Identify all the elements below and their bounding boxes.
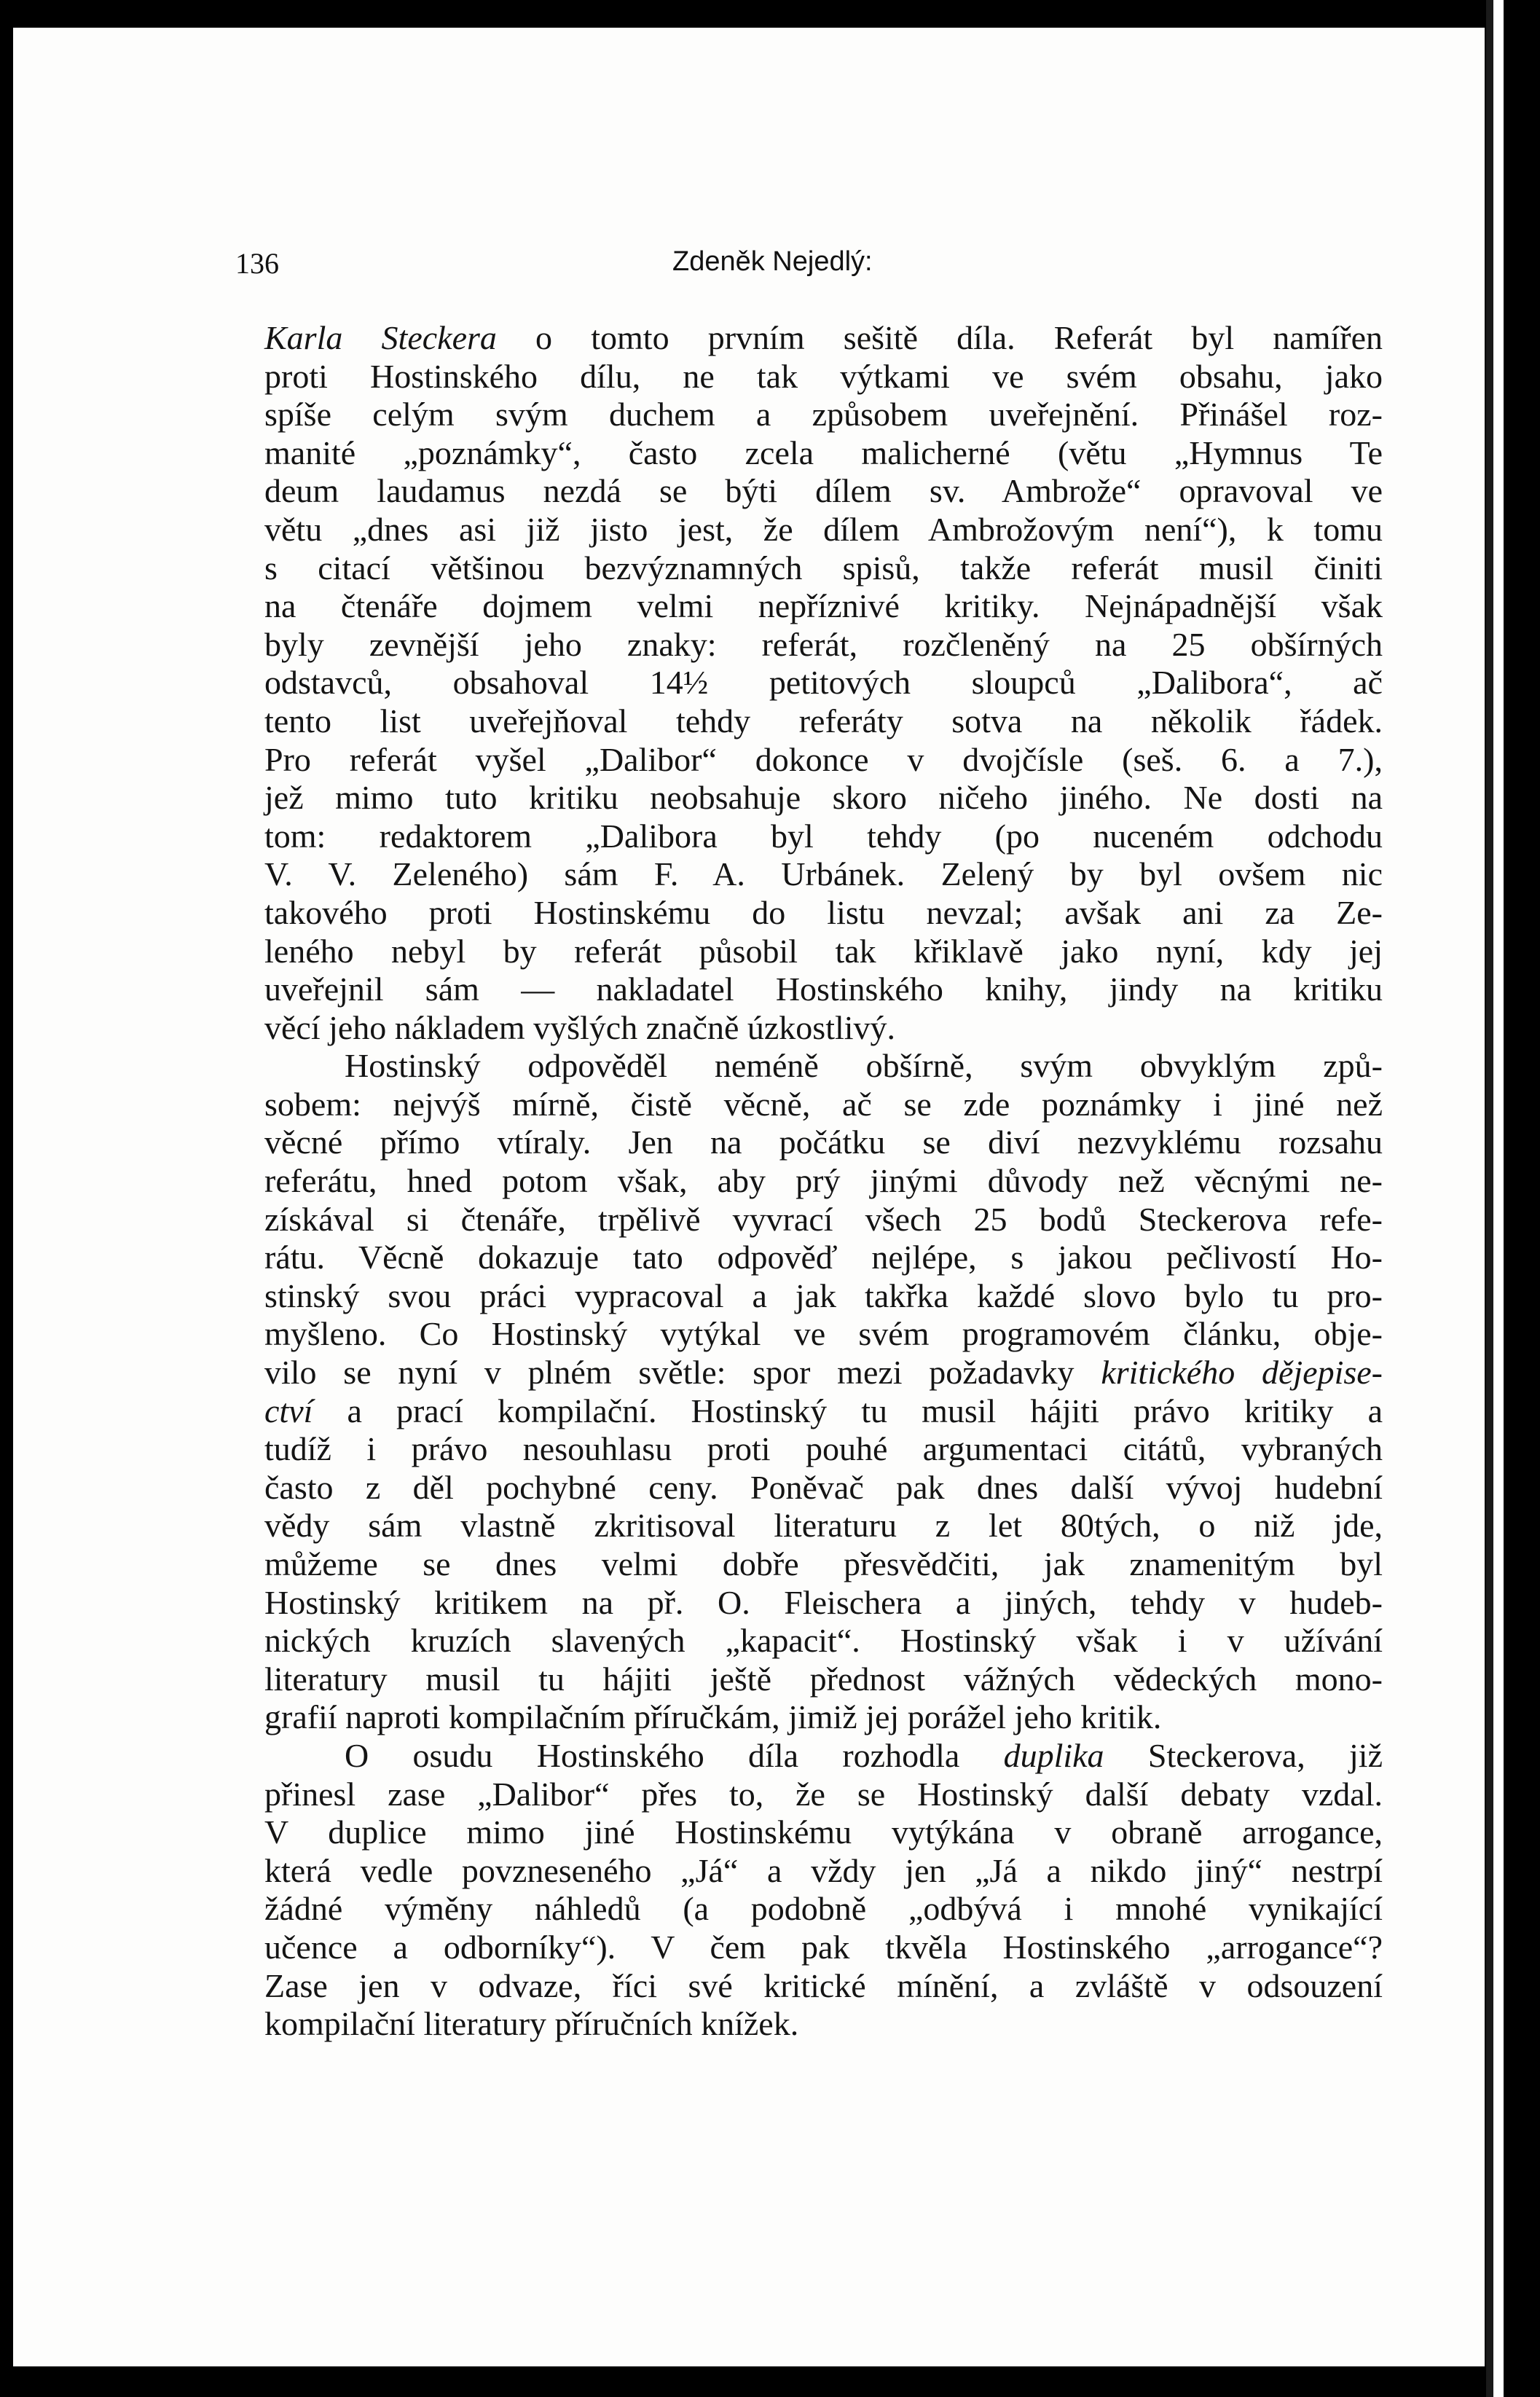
text-run: tudíž i právo nesouhlasu proti pouhé argumentaci citátů, vybraných xyxy=(264,1430,1383,1468)
page-edge-shadow xyxy=(1486,0,1493,2397)
text-line xyxy=(264,1354,1383,1392)
text-run: Zase jen v odvaze, říci své kritické mínění, a zvláště v odsouzení xyxy=(264,1966,1383,2004)
text-run: často z děl pochybné ceny. Poněvač pak dnes další vývoj hudební xyxy=(264,1468,1383,1506)
text-line xyxy=(264,1967,1383,2006)
text-line xyxy=(264,1660,1383,1699)
text-run: grafií naproti kompilačním příručkám, jimiž jej porážel jeho kritik. xyxy=(264,1698,1162,1736)
text-line xyxy=(264,1813,1383,1852)
italic-text: duplika xyxy=(1003,1736,1104,1774)
text-run: a prací kompilační. Hostinský tu musil hájiti právo kritiky a xyxy=(313,1392,1383,1429)
text-run: sobem: nejvýš mírně, čistě věcně, ač se zde poznámky i jiné než xyxy=(264,1085,1383,1123)
text-line xyxy=(264,894,1383,933)
text-run: uveřejnil sám — nakladatel Hostinského knihy, jindy na kritiku xyxy=(264,970,1383,1008)
text-run: referátu, hned potom však, aby prý jinými důvody než věcnými ne- xyxy=(264,1162,1383,1200)
text-line xyxy=(264,1584,1383,1623)
text-run: V. V. Zeleného) sám F. A. Urbánek. Zelený by byl ovšem nic xyxy=(264,855,1383,893)
italic-text: Karla Steckera xyxy=(264,319,497,356)
text-line xyxy=(264,1277,1383,1316)
page-number: 136 xyxy=(235,247,279,280)
text-run: Steckerova, již xyxy=(1104,1736,1383,1774)
text-line xyxy=(264,549,1383,588)
text-run: vědy sám vlastně zkritisoval literaturu z let 80tých, o niž jde, xyxy=(264,1507,1383,1545)
text-run: manité „poznámky“, často zcela malicherné (větu „Hymnus Te xyxy=(264,434,1383,471)
text-line xyxy=(264,587,1383,626)
italic-text: kritického dějepise- xyxy=(1101,1354,1383,1392)
text-run: literatury musil tu hájiti ještě přednost vážných vědeckých mono- xyxy=(264,1660,1383,1698)
text-run: vilo se nyní v plném světle: spor mezi požadavky xyxy=(264,1354,1101,1392)
text-line xyxy=(264,933,1383,971)
text-line xyxy=(264,1430,1383,1469)
text-line xyxy=(264,1545,1383,1584)
text-line xyxy=(264,855,1383,894)
text-line xyxy=(264,434,1383,473)
text-line xyxy=(264,1890,1383,1929)
text-run: o tomto prvním sešitě díla. Referát byl namířen xyxy=(496,319,1383,356)
page-edge xyxy=(1493,0,1504,2397)
text-run: leného nebyl by referát působil tak křiklavě jako nyní, kdy jej xyxy=(264,932,1383,970)
text-run: myšleno. Co Hostinský vytýkal ve svém programovém článku, obje- xyxy=(264,1315,1383,1353)
text-line xyxy=(264,1315,1383,1354)
text-line xyxy=(264,396,1383,434)
text-line xyxy=(264,626,1383,664)
text-run: Hostinský odpověděl neméně obšírně, svým obvyklým způ- xyxy=(345,1047,1383,1085)
text-run: deum laudamus nezdá se býti dílem sv. Ambrože“ opravoval ve xyxy=(264,472,1383,510)
text-line xyxy=(264,511,1383,549)
text-line xyxy=(264,358,1383,396)
text-line xyxy=(264,472,1383,511)
text-run: O osudu Hostinského díla rozhodla xyxy=(345,1736,1004,1774)
text-line xyxy=(264,1698,1383,1737)
text-run: stinský svou práci vypracoval a jak takřka každé slovo bylo tu pro- xyxy=(264,1276,1383,1314)
text-line xyxy=(264,2005,1383,2044)
text-line xyxy=(264,319,1383,358)
text-run: odstavců, obsahoval 14½ petitových sloupců „Dalibora“, ač xyxy=(264,664,1383,702)
text-run: spíše celým svým duchem a způsobem uveřejnění. Přinášel roz- xyxy=(264,396,1383,434)
text-line xyxy=(264,817,1383,856)
text-line xyxy=(264,779,1383,817)
text-line xyxy=(264,1047,1383,1086)
text-line xyxy=(264,741,1383,780)
text-line xyxy=(264,1852,1383,1891)
text-line xyxy=(264,1929,1383,1967)
text-line xyxy=(264,1239,1383,1277)
text-line xyxy=(264,1469,1383,1507)
text-line xyxy=(264,664,1383,702)
text-run: s citací většinou bezvýznamných spisů, takže referát musil činiti xyxy=(264,549,1383,586)
text-run: jež mimo tuto kritiku neobsahuje skoro ničeho jiného. Ne dosti na xyxy=(264,779,1383,817)
text-line xyxy=(264,1086,1383,1124)
text-run: na čtenáře dojmem velmi nepříznivé kritiky. Nejnápadnější však xyxy=(264,587,1383,625)
text-run: V duplice mimo jiné Hostinskému vytýkána v obraně arrogance, xyxy=(264,1813,1383,1851)
text-run: větu „dnes asi již jisto jest, že dílem Ambrožovým není“), k tomu xyxy=(264,510,1383,548)
text-run: rátu. Věcně dokazuje tato odpověď nejlépe, s jakou pečlivostí Ho- xyxy=(264,1239,1383,1276)
text-line xyxy=(264,1392,1383,1431)
text-line xyxy=(264,702,1383,741)
text-run: proti Hostinského dílu, ne tak výtkami ve svém obsahu, jako xyxy=(264,357,1383,395)
text-run: byly zevnější jeho znaky: referát, rozčleněný na 25 obšírných xyxy=(264,625,1383,663)
running-title: Zdeněk Nejedlý: xyxy=(672,246,873,277)
italic-text: ctví xyxy=(264,1392,313,1429)
text-line xyxy=(264,970,1383,1009)
text-run: získával si čtenáře, trpělivě vyvrací všech 25 bodů Steckerova refe- xyxy=(264,1200,1383,1238)
text-line xyxy=(264,1201,1383,1239)
text-line xyxy=(264,1162,1383,1201)
text-run: tento list uveřejňoval tehdy referáty sotva na několik řádek. xyxy=(264,702,1383,740)
text-line xyxy=(264,1123,1383,1162)
book-page xyxy=(13,28,1485,2366)
text-line xyxy=(264,1009,1383,1048)
text-run: učence a odborníky“). V čem pak tkvěla Hostinského „arrogance“? xyxy=(264,1928,1383,1966)
text-run: tom: redaktorem „Dalibora byl tehdy (po nuceném odchodu xyxy=(264,817,1383,855)
text-run: kompilační literatury příručních knížek. xyxy=(264,2005,799,2043)
text-run: přinesl zase „Dalibor“ přes to, že se Hostinský další debaty vzdal. xyxy=(264,1775,1383,1813)
text-line xyxy=(264,1776,1383,1814)
text-run: věcí jeho nákladem vyšlých značně úzkostlivý. xyxy=(264,1008,896,1046)
text-run: věcné přímo vtíraly. Jen na počátku se diví nezvyklému rozsahu xyxy=(264,1123,1383,1161)
body-text xyxy=(264,319,1383,2044)
text-line xyxy=(264,1622,1383,1660)
text-line xyxy=(264,1737,1383,1776)
text-run: která vedle povzneseného „Já“ a vždy jen „Já a nikdo jiný“ nestrpí xyxy=(264,1851,1383,1889)
text-run: nických kruzích slavených „kapacit“. Hostinský však i v užívání xyxy=(264,1622,1383,1660)
text-run: takového proti Hostinskému do listu nevzal; avšak ani za Ze- xyxy=(264,893,1383,931)
text-run: můžeme se dnes velmi dobře přesvědčiti, jak znamenitým byl xyxy=(264,1545,1383,1582)
text-line xyxy=(264,1507,1383,1545)
text-run: Pro referát vyšel „Dalibor“ dokonce v dvojčísle (seš. 6. a 7.), xyxy=(264,740,1383,778)
text-run: Hostinský kritikem na př. O. Fleischera a jiných, tehdy v hudeb- xyxy=(264,1583,1383,1621)
text-run: žádné výměny náhledů (a podobně „odbývá i mnohé vynikající xyxy=(264,1890,1383,1928)
